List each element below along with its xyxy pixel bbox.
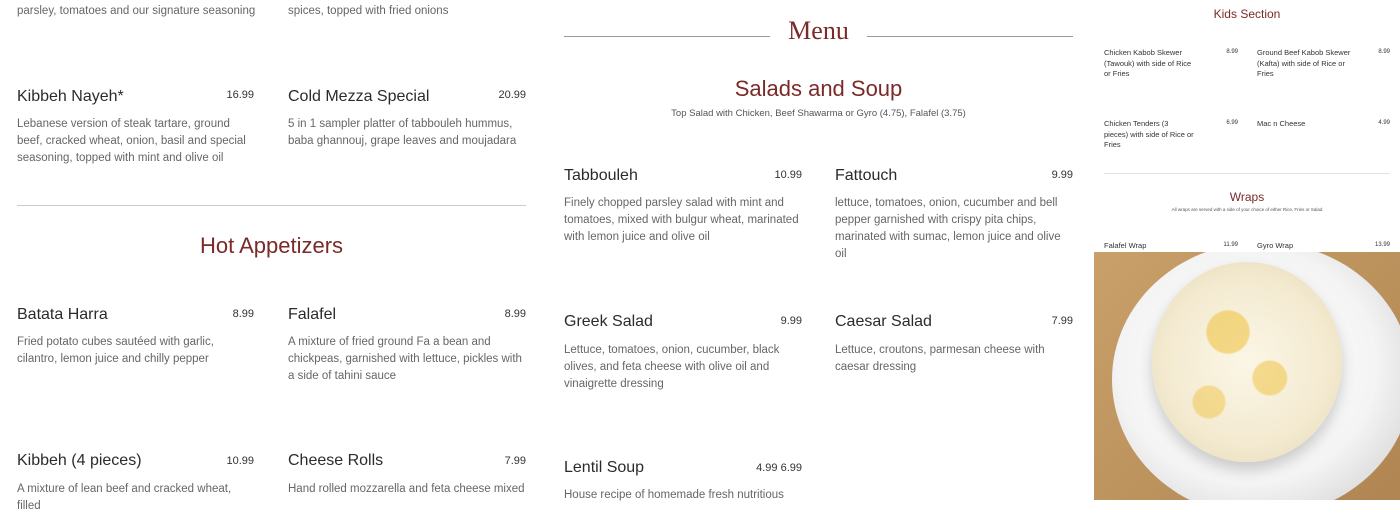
- kids-item-name: Chicken Tenders (3 pieces) with side of Rice or Fries: [1104, 119, 1194, 149]
- menu-item-price: 10.99: [774, 169, 802, 181]
- item-description: A mixture of lean beef and cracked wheat, filled: [17, 483, 232, 512]
- wraps-item-price: 13.99: [1374, 242, 1390, 248]
- item-description: spices, topped with fried onions: [288, 5, 449, 17]
- menu-item-price: 7.99: [1051, 315, 1073, 327]
- kids-item-name: Ground Beef Kabob Skewer (Kafta) with side of Rice or Fries: [1257, 48, 1351, 78]
- menu-title-rule-left: [564, 36, 770, 37]
- menu-item-name: Falafel: [288, 306, 337, 323]
- menu-title-rule-right: [867, 36, 1073, 37]
- section-title-hot-appetizers: Hot Appetizers: [199, 233, 344, 258]
- kids-item-price: 4.99: [1378, 120, 1390, 126]
- item-description: Hand rolled mozzarella and feta cheese mixed: [288, 483, 525, 495]
- menu-item-price: 20.99: [498, 89, 526, 101]
- wraps-item-price: 11.99: [1223, 242, 1238, 248]
- menu-item-price: 8.99: [504, 308, 526, 320]
- item-description: parsley, tomatoes and our signature seasoning: [17, 5, 256, 17]
- kids-item-price: 8.99: [1226, 49, 1238, 55]
- item-description: House recipe of homemade fresh nutritious: [564, 489, 784, 501]
- menu-item-price: 8.99: [232, 308, 254, 320]
- section-title-kids: Kids Section: [1213, 7, 1281, 21]
- menu-title: Menu: [788, 16, 849, 45]
- menu-item-name: Tabbouleh: [564, 167, 638, 184]
- item-description: Finely chopped parsley salad with mint and tomatoes, mixed with bulgur wheat, marinated with lemon juice and olive oil: [564, 197, 799, 243]
- menu-item-price: 9.99: [780, 315, 802, 327]
- kids-item-price: 8.99: [1378, 49, 1390, 55]
- kids-item-price: 6.99: [1226, 120, 1238, 126]
- menu-item-price: 16.99: [226, 89, 254, 101]
- section-note: All wraps are served with a side of your choice of either Rice, Fries or Salad: [1171, 207, 1323, 212]
- section-divider: [17, 205, 526, 206]
- item-description: Lettuce, tomatoes, onion, cucumber, black olives, and feta cheese with olive oil and vinaigrette dressing: [564, 344, 780, 390]
- wraps-item-name: Falafel Wrap: [1104, 241, 1147, 250]
- kids-item-name: Mac n Cheese: [1257, 119, 1306, 128]
- menu-item-price: 10.99: [226, 455, 254, 467]
- section-divider: [1104, 173, 1390, 174]
- menu-item-price: 4.99 6.99: [756, 462, 802, 474]
- item-description: Lettuce, croutons, parmesan cheese with caesar dressing: [835, 344, 1045, 373]
- menu-item-name: Cheese Rolls: [288, 452, 384, 469]
- item-description: 5 in 1 sampler platter of tabbouleh hummus, baba ghannouj, grape leaves and moujadara: [288, 118, 517, 147]
- menu-item-name: Kibbeh Nayeh*: [17, 88, 124, 105]
- section-title-wraps: Wraps: [1229, 190, 1265, 204]
- menu-item-name: Batata Harra: [17, 306, 108, 323]
- menu-item-name: Fattouch: [835, 167, 898, 184]
- menu-item-name: Lentil Soup: [564, 459, 645, 476]
- menu-item-name: Greek Salad: [564, 313, 653, 330]
- rice-mound: [1152, 262, 1342, 462]
- menu-item-price: 9.99: [1051, 169, 1073, 181]
- item-description: Lebanese version of steak tartare, ground beef, cracked wheat, onion, basil and special seasoning, topped with mint and olive oil: [17, 118, 246, 164]
- section-title-salads-soup: Salads and Soup: [734, 76, 903, 101]
- menu-item-name: Caesar Salad: [835, 313, 932, 330]
- item-description: lettuce, tomatoes, onion, cucumber and bell pepper garnished with crispy pita chips, marinated with sumac, lemon juice and olive oil: [835, 197, 1061, 260]
- menu-item-name: Cold Mezza Special: [288, 88, 430, 105]
- food-photo-rice: [1094, 252, 1400, 500]
- item-description: Fried potato cubes sautéed with garlic, cilantro, lemon juice and chilly pepper: [17, 336, 214, 365]
- wraps-item-name: Gyro Wrap: [1257, 241, 1294, 250]
- menu-item-name: Kibbeh (4 pieces): [17, 452, 142, 469]
- item-description: A mixture of fried ground Fa a bean and chickpeas, garnished with lettuce, pickles with a side of tahini sauce: [288, 336, 522, 382]
- section-note: Top Salad with Chicken, Beef Shawarma or Gyro (4.75), Falafel (3.75): [671, 108, 966, 119]
- kids-item-name: Chicken Kabob Skewer (Tawouk) with side of Rice or Fries: [1104, 48, 1192, 78]
- menu-item-price: 7.99: [504, 455, 526, 467]
